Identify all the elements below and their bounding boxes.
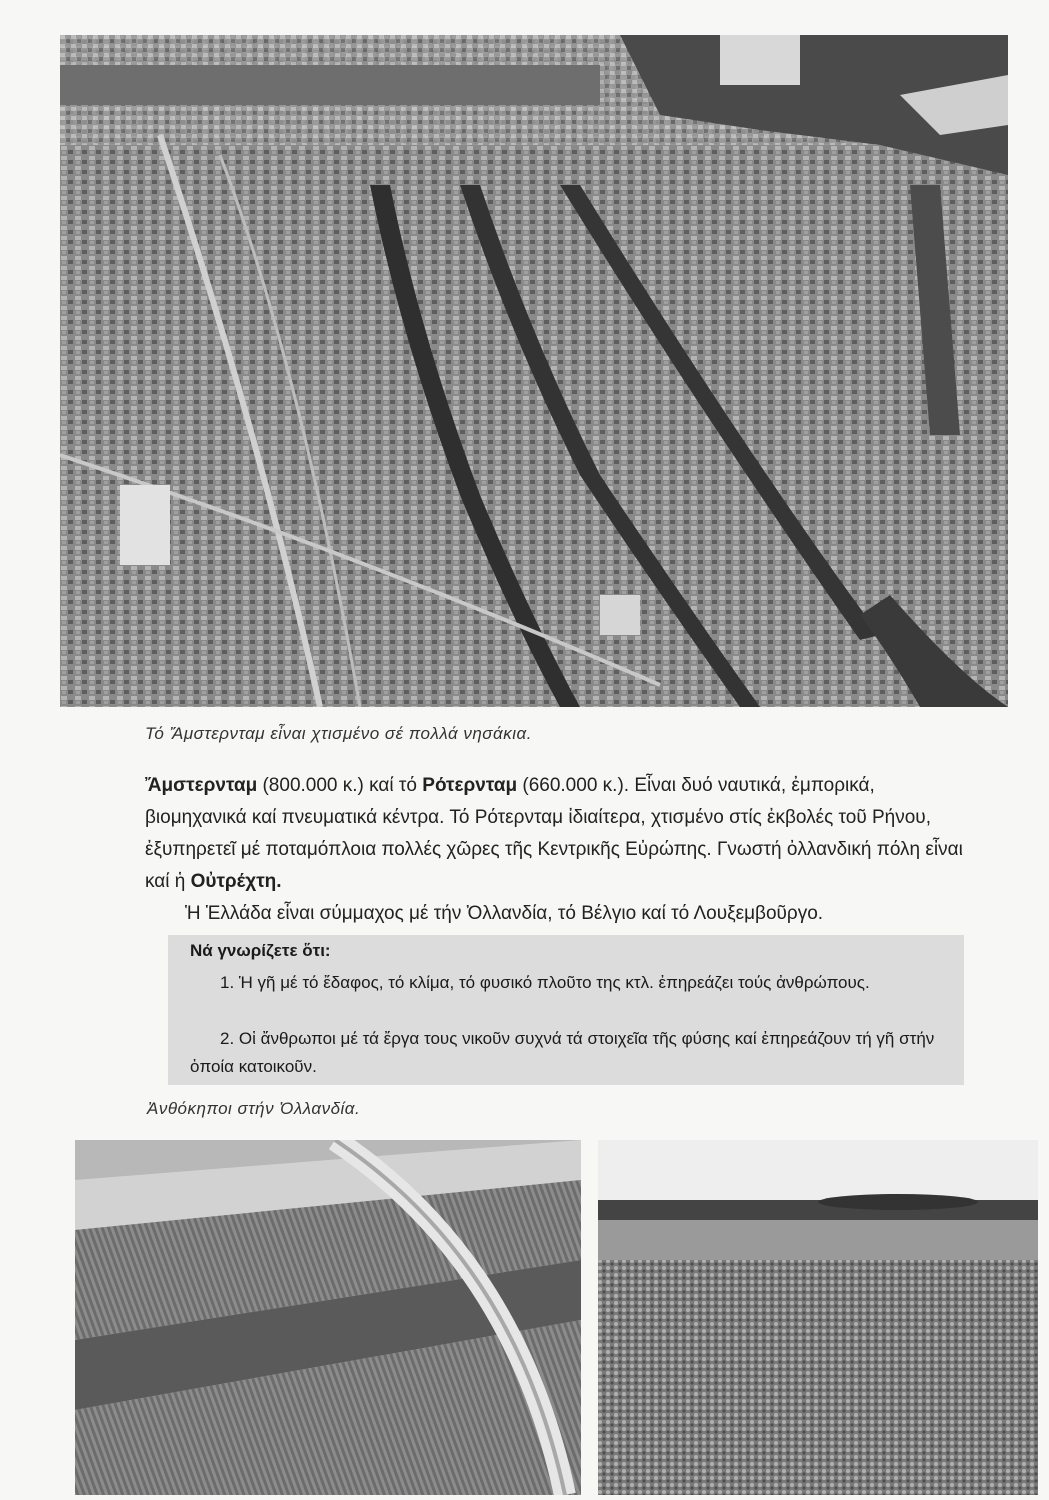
paragraph-text: (660.000 κ.). Εἶναι δυό ναυτικά, ἐμπορικά, βιομηχανικά καί πνευματικά κέντρα. Τό Ρότερνταμ ἰδιαίτερα, χτισμένο στίς ἐκβολές τοῦ Ρήνου, ἐξυπηρετεῖ μέ ποταμόπλοια πολλές χῶρες τῆς Κεντρικῆς Εὐρώπης. Γνωστή ὀλλανδική πόλη εἶναι καί ἡ [145,775,963,892]
amsterdam-caption: Τό Ἄμστερνταμ εἶναι χτισμένο σέ πολλά νησάκια. [145,724,532,743]
amsterdam-bold: Ἄμστερνταμ [145,775,258,796]
note-box [168,935,964,1085]
rotterdam-bold: Ρότερνταμ [422,775,518,796]
alliance-sentence: Ἡ Ἑλλάδα εἶναι σύμμαχος μέ τήν Ὀλλανδία, τό Βέλγιο καί τό Λουξεμβοῦργο. [185,903,824,924]
note-title: Νά γνωρίζετε ὅτι: [190,941,331,960]
utrecht-bold: Οὐτρέχτη. [190,871,282,892]
note-item-2: 2. Οἱ ἄνθρωποι μέ τά ἔργα τους νικοῦν συχνά τά στοιχεῖα τῆς φύσης καί ἐπηρεάζουν τή γῆ στήν ὁποία κατοικοῦν. [190,1029,935,1076]
tulip-field-photo [598,1140,1038,1495]
body-paragraph [145,770,965,930]
amsterdam-population: (800.000 κ.) καί τό [257,775,423,796]
note-item-1: 1. Ἡ γῆ μέ τό ἔδαφος, τό κλίμα, τό φυσικό πλοῦτο της κτλ. ἐπηρεάζει τούς ἀνθρώπους. [220,973,870,992]
amsterdam-aerial-photo [60,35,1008,707]
flower-fields-aerial-photo [75,1140,581,1495]
flower-fields-caption: Ἀνθόκηποι στήν Ὀλλανδία. [147,1099,361,1118]
